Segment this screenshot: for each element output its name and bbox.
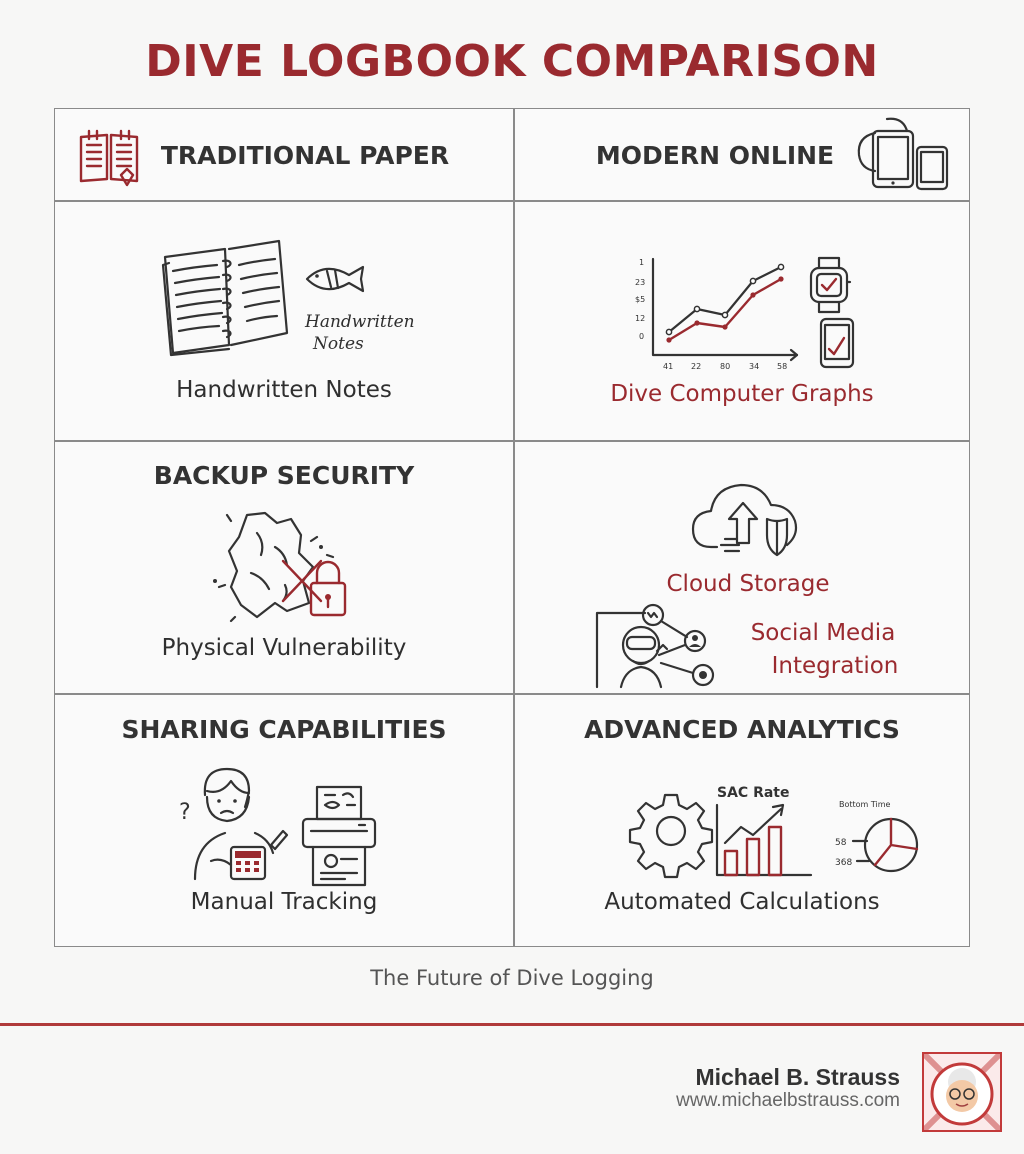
graph-tick-y: 23 — [635, 278, 646, 287]
bottom-time-pie — [835, 797, 925, 877]
sketch-text-line-1: Handwritten — [305, 312, 415, 332]
website-link[interactable]: www.michaelbstrauss.com — [676, 1090, 900, 1111]
social-media-line-2: Integration — [771, 653, 899, 679]
handwritten-notes-label: Handwritten Notes — [176, 377, 392, 403]
open-notebook-icon — [159, 237, 299, 357]
graph-tick-x: 41 — [663, 362, 674, 371]
row-divider — [55, 693, 969, 695]
pie-title: Bottom Time — [839, 800, 891, 809]
row-divider — [55, 200, 969, 202]
author-avatar — [922, 1052, 1002, 1132]
graph-tick-x: 58 — [777, 362, 788, 371]
caption: The Future of Dive Logging — [370, 966, 654, 990]
graph-tick-x: 22 — [691, 362, 702, 371]
fish-icon — [303, 261, 369, 297]
modern-online-header: MODERN ONLINE — [595, 141, 835, 170]
traditional-paper-header: TRADITIONAL PAPER — [160, 141, 450, 170]
page-title: DIVE LOGBOOK COMPARISON — [145, 36, 879, 87]
graph-tick-x: 80 — [720, 362, 731, 371]
advanced-analytics-heading: ADVANCED ANALYTICS — [584, 715, 900, 744]
sharing-capabilities-heading: SHARING CAPABILITIES — [121, 715, 447, 744]
cloud-storage-label: Cloud Storage — [666, 571, 830, 597]
social-media-integration-label — [723, 617, 923, 683]
graph-tick-y: 0 — [639, 332, 645, 341]
physical-vulnerability-label: Physical Vulnerability — [161, 635, 407, 661]
social-media-line-1: Social Media — [750, 620, 896, 646]
social-diver-icon — [591, 603, 743, 689]
graph-tick-y: $5 — [635, 295, 646, 304]
footer-divider — [0, 1023, 1024, 1026]
cloud-shield-icon — [691, 481, 803, 561]
graph-tick-y: 12 — [635, 314, 646, 323]
automated-calculations-label: Automated Calculations — [604, 889, 880, 915]
svg-text:?: ? — [179, 800, 191, 825]
graph-tick-x: 34 — [749, 362, 760, 371]
manual-tracking-label: Manual Tracking — [190, 889, 378, 915]
sac-rate-title: SAC Rate — [717, 785, 790, 801]
sketch-text-line-2: Notes — [313, 334, 364, 354]
pie-label: 58 — [835, 838, 847, 848]
phone-check-icon — [817, 317, 857, 369]
dive-graph — [631, 255, 801, 375]
pie-label: 368 — [835, 858, 853, 868]
gear-icon — [631, 791, 711, 871]
dive-computer-graphs-label: Dive Computer Graphs — [610, 381, 874, 407]
logbook-icon — [77, 127, 141, 187]
author-name: Michael B. Strauss — [695, 1064, 900, 1090]
person-calculator-icon — [175, 761, 295, 885]
row-divider — [55, 440, 969, 442]
dive-watch-icon — [807, 254, 851, 316]
column-divider — [513, 109, 515, 946]
comparison-table — [54, 108, 970, 947]
graph-tick-y: 1 — [639, 258, 645, 267]
torn-paper-icon — [195, 507, 365, 631]
printer-icon — [299, 783, 379, 887]
backup-security-heading: BACKUP SECURITY — [153, 461, 415, 490]
devices-icon — [855, 117, 955, 189]
handwritten-sketch-text — [305, 311, 425, 355]
sac-rate-chart — [715, 781, 815, 879]
